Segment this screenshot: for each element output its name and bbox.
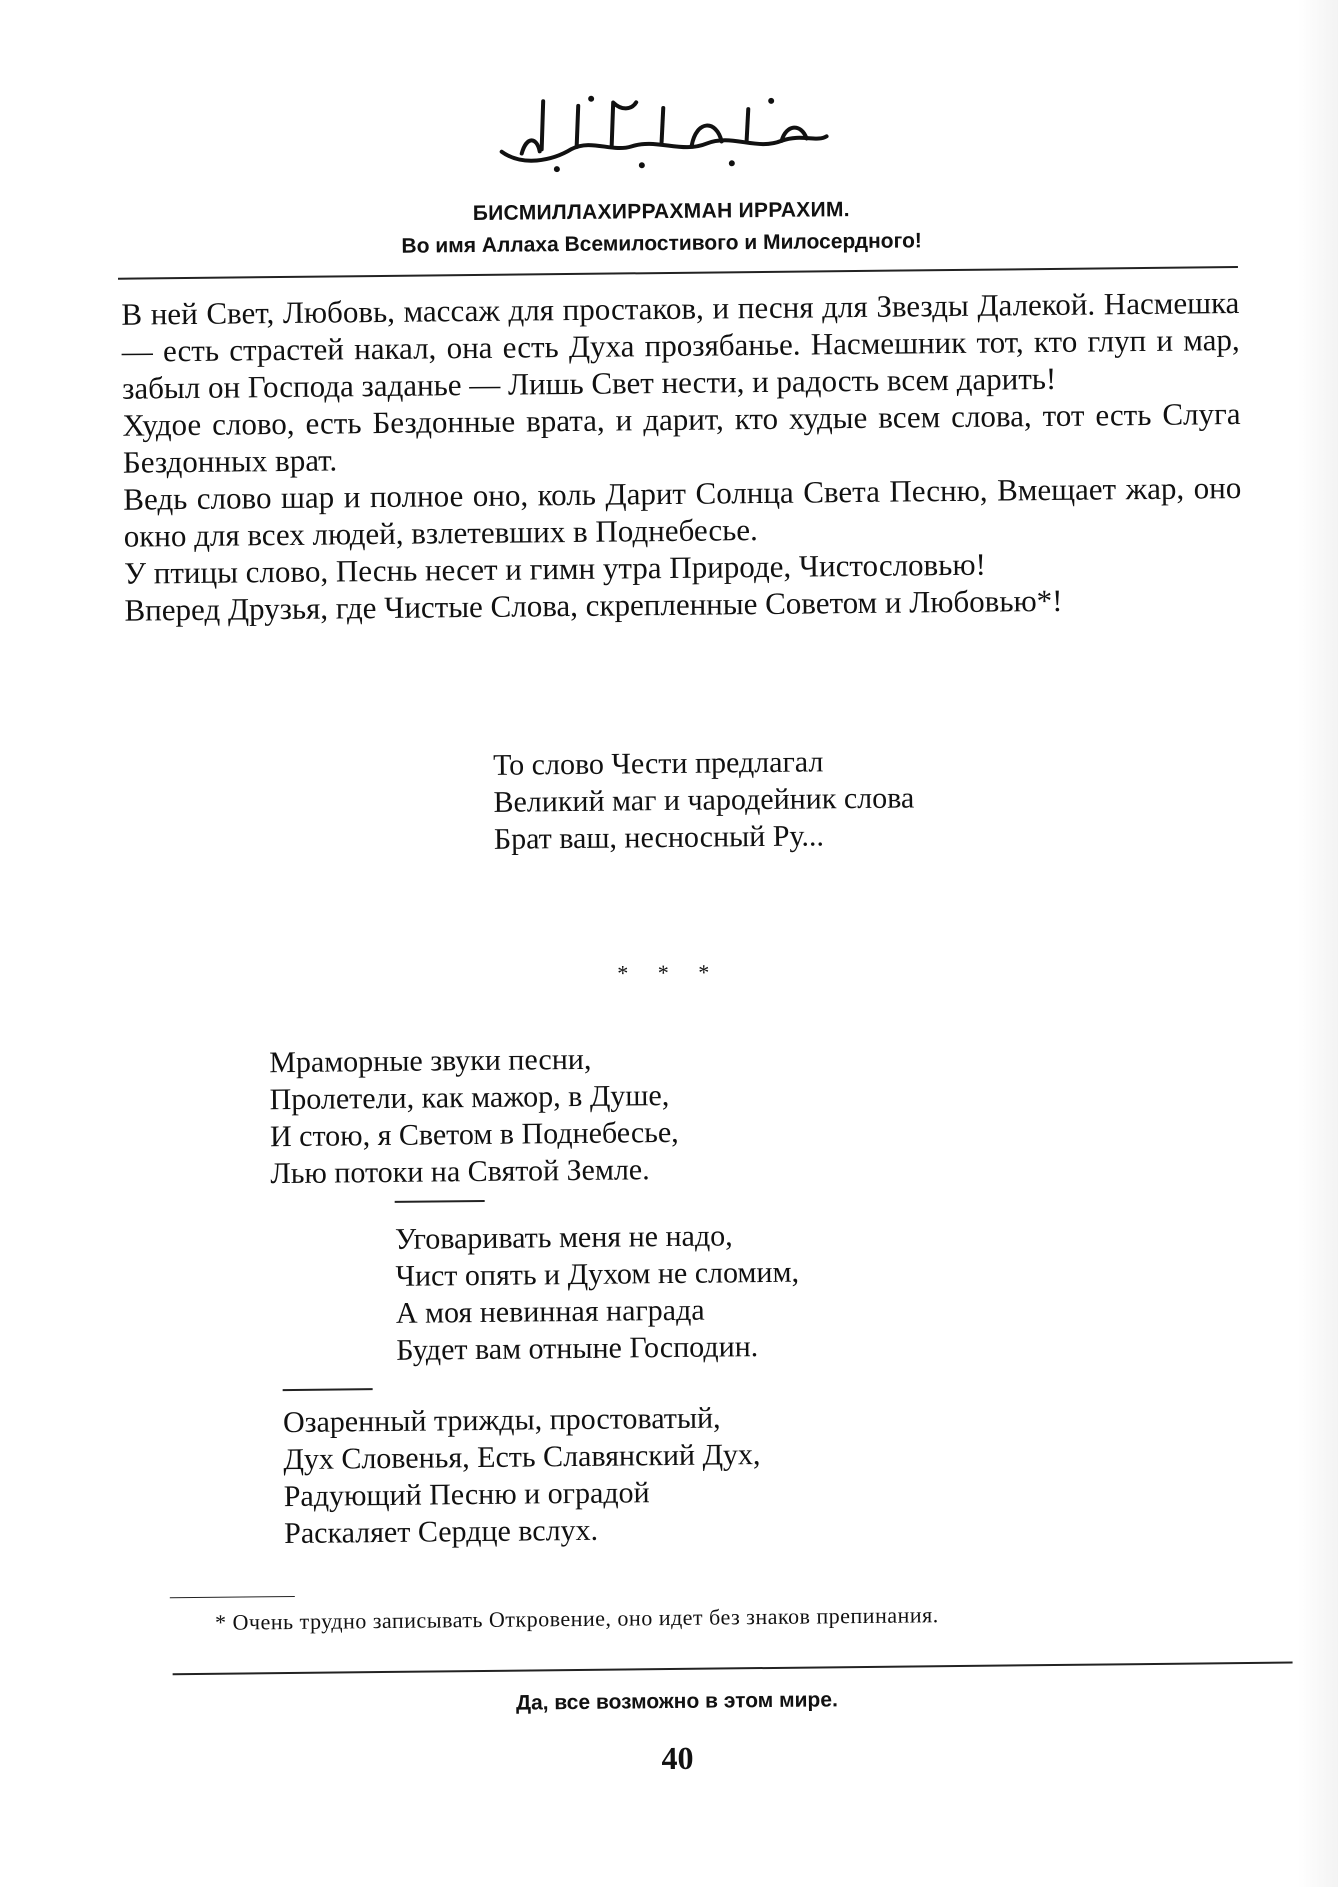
prose-paragraph: Вперед Друзья, где Чистые Слова, скрепленные Советом и Любовью*!: [124, 582, 1063, 628]
header-title: БИСМИЛЛАХИРРАХМАН ИРРАХИМ.: [472, 198, 850, 226]
stanza-divider: [283, 1388, 373, 1391]
signature-line: Брат ваш, несносный Ру...: [493, 819, 825, 856]
poem-line: Пролетели, как мажор, в Душе,: [269, 1079, 670, 1117]
footer-rule: [173, 1662, 1293, 1676]
bismillah-calligraphy: [481, 78, 842, 182]
footnote: * Очень трудно записывать Откровение, оно идет без знаков препинания.: [214, 1602, 939, 1635]
prose-paragraph: Худое слово, есть Бездонные врата, и дарит, кто худые всем слова, тот есть Слуга Бездонных врат.: [122, 395, 1241, 480]
poem-stanza-2: [395, 1217, 800, 1369]
footer-tagline: Да, все возможно в этом мире.: [515, 1688, 838, 1715]
signature-line: Великий маг и чародейник слова: [493, 781, 915, 819]
poem-stanza-1: [269, 1040, 679, 1192]
footnote-rule: [170, 1596, 295, 1598]
header-subtitle: Во имя Аллаха Всемилостивого и Милосердного!: [401, 229, 922, 258]
prose-paragraph: В ней Свет, Любовь, массаж для простаков, и песня для Звезды Далекой. Насмешка — есть страстей накал, она есть Духа прозябанье. Насмешник тот, кто глуп и мар, забыл он Господа заданье — Лишь Свет нести, и радость всем дарить!: [121, 284, 1240, 406]
poem-line: Озаренный трижды, простоватый,: [282, 1401, 721, 1440]
signature-line: То слово Чести предлагал: [492, 745, 824, 782]
poem-line: Дух Словенья, Есть Славянский Дух,: [283, 1438, 761, 1477]
poem-line: Радующий Песню и оградой: [283, 1476, 650, 1514]
poem-line: Будет вам отныне Господин.: [396, 1330, 759, 1367]
poem-line: Лью потоки на Святой Земле.: [270, 1153, 650, 1191]
poem-line: А моя невинная награда: [395, 1293, 705, 1330]
header-rule: [118, 266, 1238, 280]
poem-stanza-3: [283, 1399, 762, 1552]
poem-line: И стою, я Светом в Поднебесье,: [269, 1115, 679, 1154]
page-number: 40: [661, 1739, 694, 1777]
signature-block: [493, 742, 915, 857]
prose-paragraph: У птицы слово, Песнь несет и гимн утра Природе, Чистословью!: [123, 546, 986, 591]
poem-line: Уговаривать меня не надо,: [394, 1219, 733, 1256]
prose-paragraph: Ведь слово шар и полное оно, коль Дарит Солнца Света Песню, Вмещает жар, оно окно для всех людей, взлетевших в Поднебесье.: [123, 469, 1242, 554]
poem-line: Мраморные звуки песни,: [269, 1042, 592, 1080]
prose-block: [121, 284, 1242, 629]
scan-edge: [1298, 0, 1338, 1887]
section-separator: * * *: [617, 959, 722, 986]
stanza-divider: [395, 1200, 485, 1203]
poem-line: Раскаляет Сердце вслух.: [283, 1513, 599, 1551]
poem-line: Чист опять и Духом не сломим,: [395, 1255, 800, 1293]
